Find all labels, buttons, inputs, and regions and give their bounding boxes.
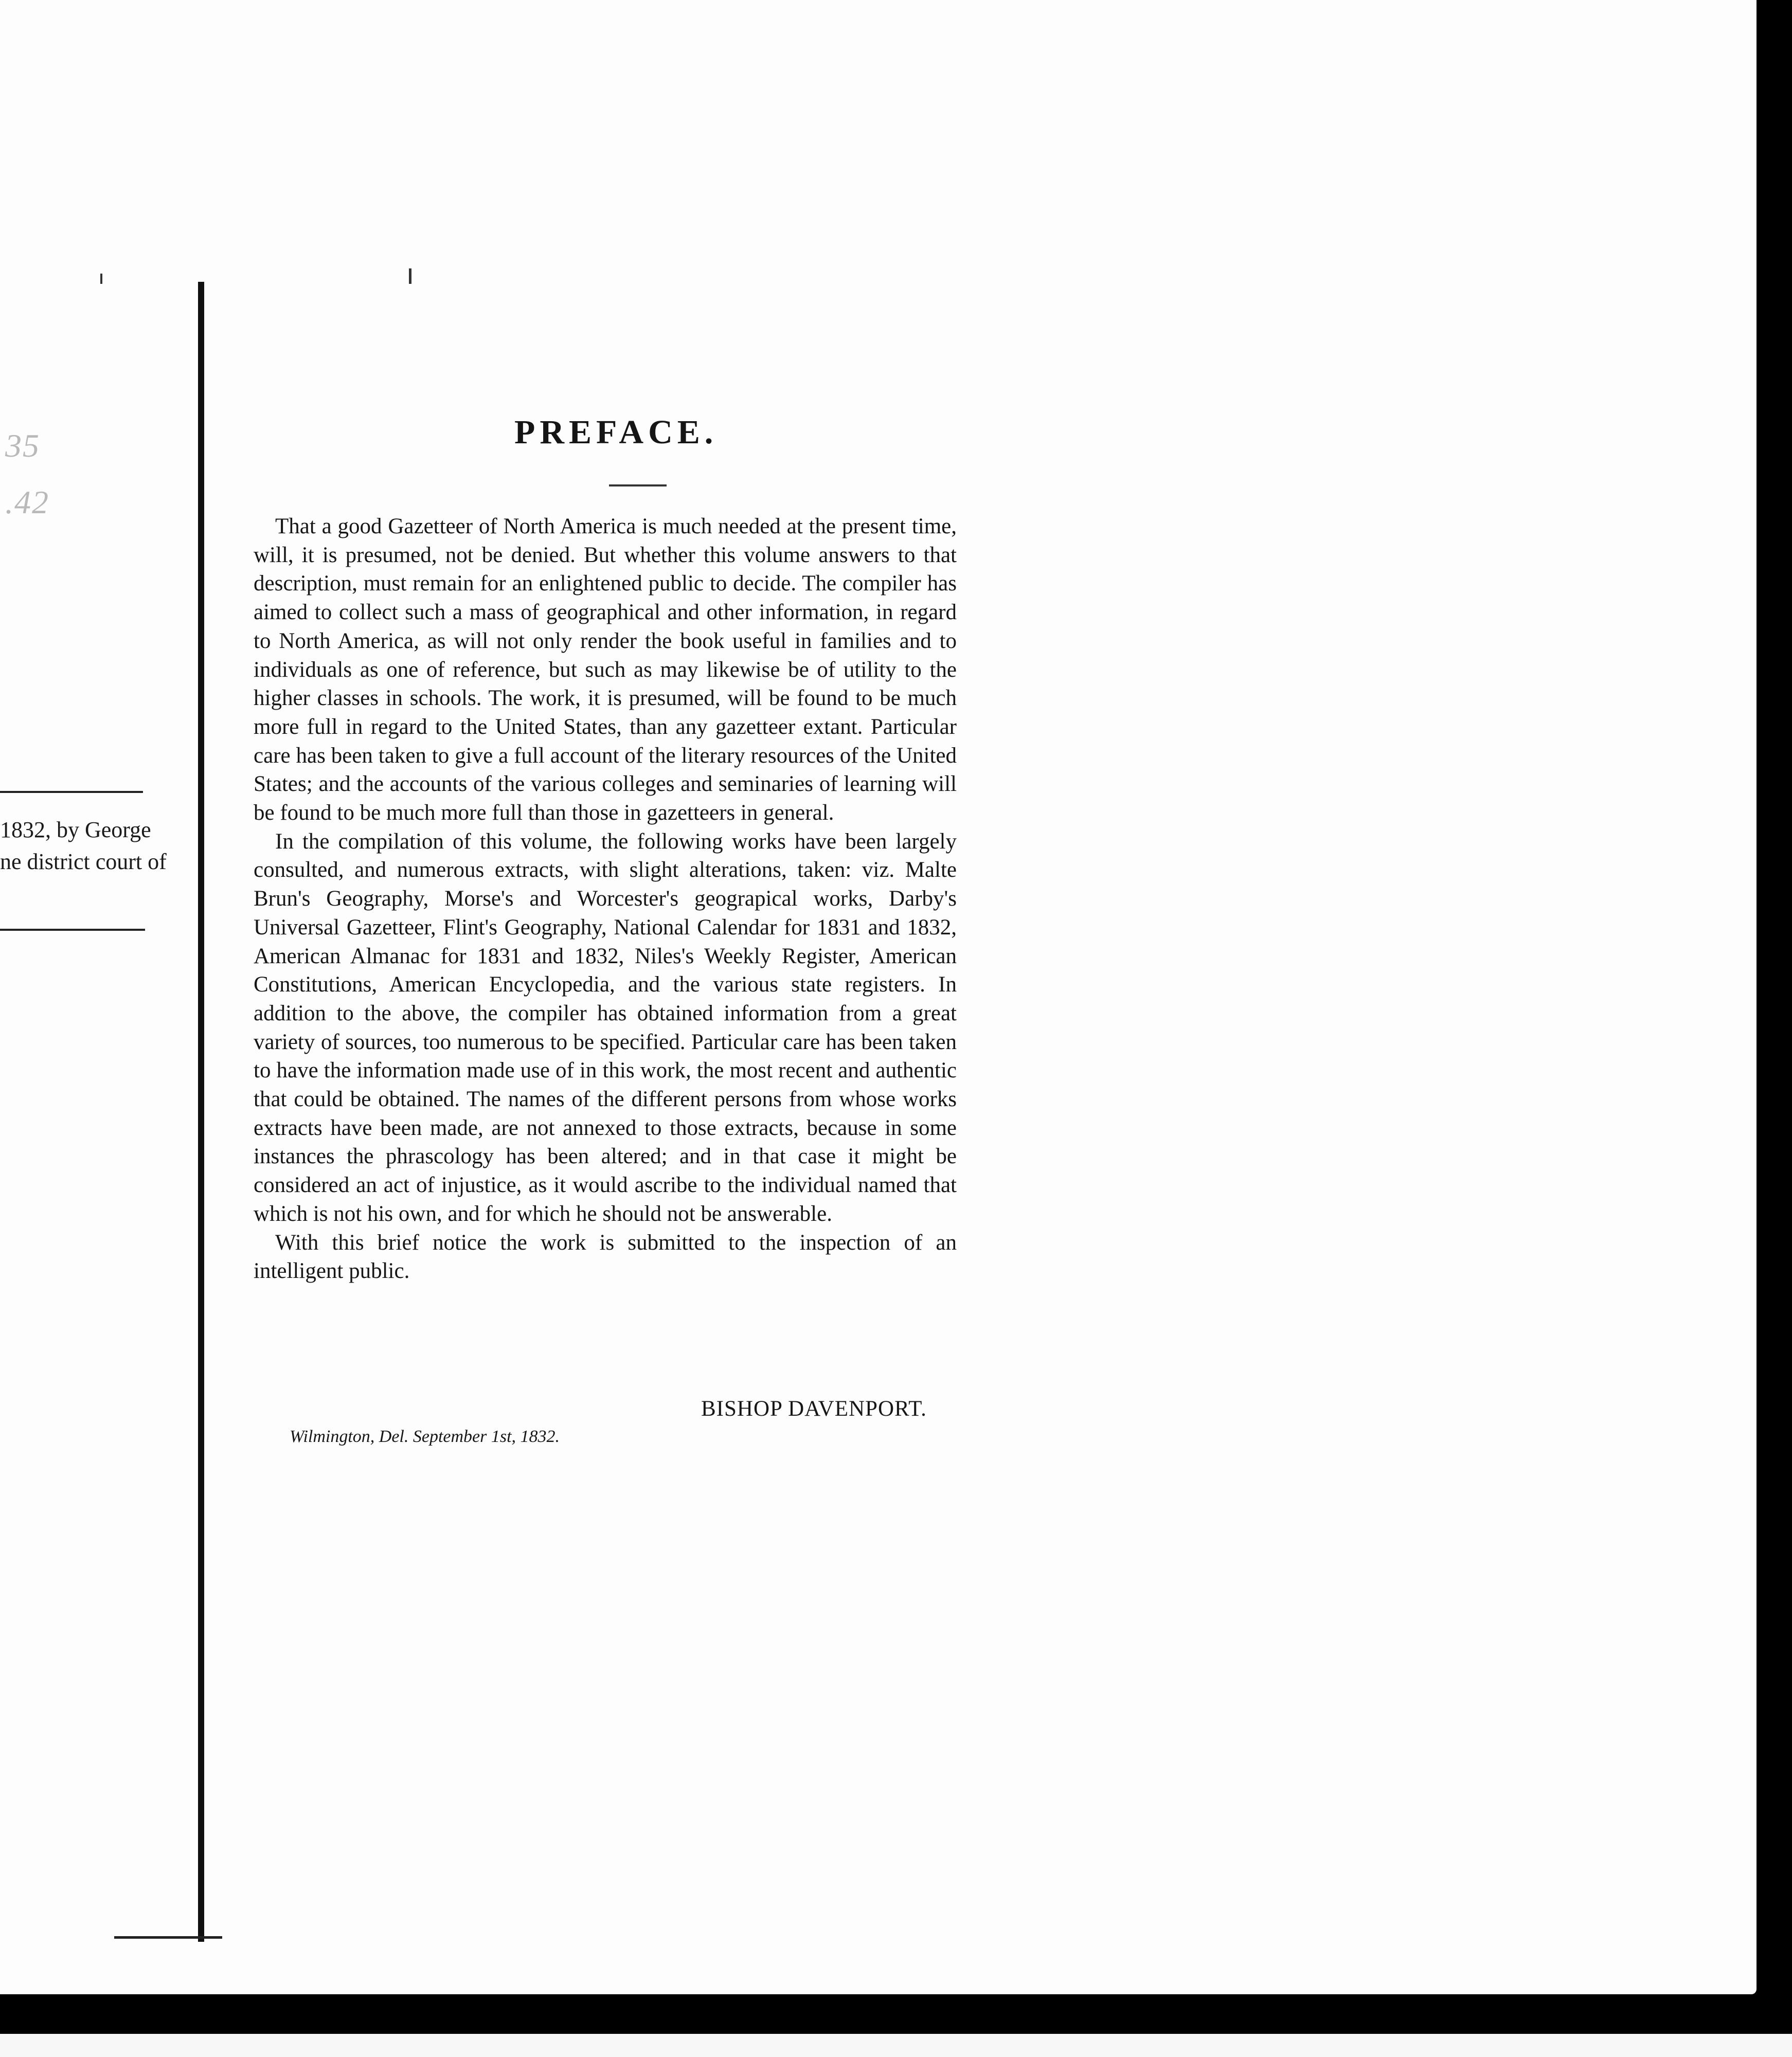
scan-speck bbox=[100, 274, 102, 284]
facing-page-line-2: ne district court of bbox=[0, 849, 167, 874]
pencil-mark-1: 35 bbox=[5, 427, 40, 464]
preface-body bbox=[254, 512, 957, 1286]
paragraph-1: That a good Gazetteer of North America is much needed at the present time, will, it is presumed, not be denied. But whether this volume answers to that description, must remain for an enlightened public to decide. The compiler has aimed to collect such a mass of geographical and other information, in regard to North America, as will not only render the book useful in families and to individuals as one of reference, but such as may likewise be of utility to the higher classes in schools. The work, it is presumed, will be found to be much more full in regard to the United States, than any gazetteer extant. Particular care has been taken to give a full account of the literary resources of the United States; and the accounts of the various colleges and seminaries of learning will be found to be much more full than those in gazetteers in general. bbox=[254, 514, 957, 825]
paragraph-2: In the compilation of this volume, the following works have been largely consulted, and numerous extracts, with slight alterations, taken: viz. Malte Brun's Geography, Morse's and Worcester's geograpical works, Darby's Universal Gazetteer, Flint's Geography, National Calendar for 1831 and 1832, American Almanac for 1831 and 1832, Niles's Weekly Register, American Constitutions, American Encyclopedia, and the various state registers. In addition to the above, the compiler has obtained information from a great variety of sources, too numerous to be specified. Particular care has been taken to have the information made use of in this work, the most recent and authentic that could be obtained. The names of the different persons from whose works extracts have been made, are not annexed to those extracts, because in some instances the phrascology has been altered; and in that case it might be considered an act of injustice, as it would ascribe to the individual named that which is not his own, and for which he should not be answerable. bbox=[254, 829, 957, 1226]
place-and-date: Wilmington, Del. September 1st, 1832. bbox=[290, 1427, 560, 1446]
page-title: PREFACE. bbox=[514, 413, 718, 451]
next-leaf-edge bbox=[0, 2034, 1792, 2057]
title-rule bbox=[609, 484, 667, 486]
bottom-edge-rule bbox=[114, 1936, 222, 1939]
gutter-line bbox=[198, 282, 204, 1942]
pencil-mark-2: .42 bbox=[5, 484, 49, 520]
paragraph-3: With this brief notice the work is submitted to the inspection of an intelligent public. bbox=[254, 1230, 957, 1284]
facing-page-line-1: 1832, by George bbox=[0, 817, 151, 842]
author-signature: BISHOP DAVENPORT. bbox=[701, 1397, 927, 1421]
scan-speck bbox=[409, 268, 411, 284]
facing-page-rule-top bbox=[0, 791, 143, 793]
facing-page-rule-bottom bbox=[0, 929, 145, 931]
